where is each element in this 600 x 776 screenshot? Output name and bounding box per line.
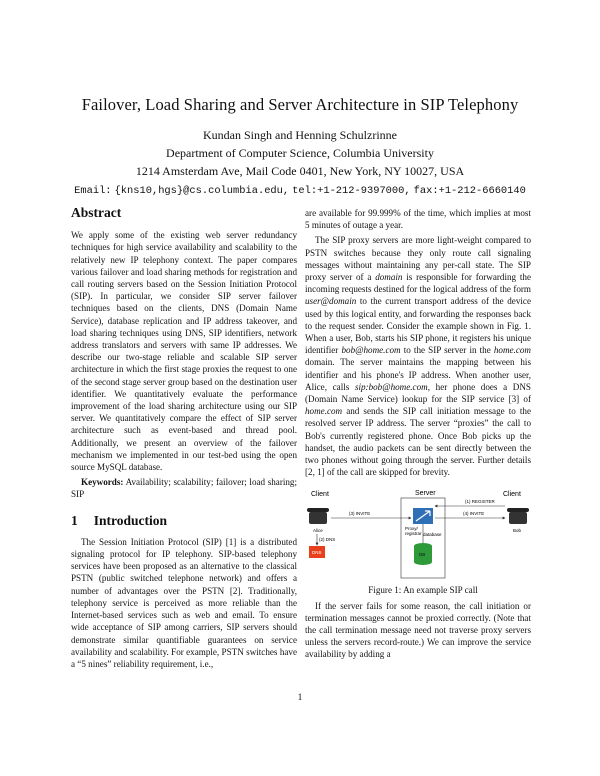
address: 1214 Amsterdam Ave, Mail Code 0401, New York, NY 10027, USA [135, 164, 465, 178]
paragraph-proxy-servers: The SIP proxy servers are more light-weight compared to PSTN switches because they only route call signaling messages without maintaining any per-call state. The SIP proxy server of a domain is responsible for forwarding the incoming requests destined for the logical address of the form user@domain to the current transport address of the device used by this logical entity, and forwarding the responses back to the request sender. Consider the example shown in Fig. 1. When a user, Bob, starts his SIP phone, it registers his unique identifier bob@home.com to the SIP server in the home.com domain. The server maintains the mapping between his identifier and his phone's IP address. When another user, Alice, calls sip:bob@home.com, her phone does a DNS (Domain Name Service) lookup for the SIP service [3] of home.com and sends the SIP call initiation message to the resolved server IP address. The server “proxies” the call to Bob's currently registered phone. Once Bob picks up the handset, the audio packets can be sent directly between the two phones without going through the server. Further details [2, 1] of the call are skipped for brevity. [305, 235, 531, 478]
abstract-heading: Abstract [71, 205, 122, 220]
email-address[interactable]: {kns10,hgs}@cs.columbia.edu, [114, 185, 290, 197]
sip-call-diagram [305, 488, 531, 580]
section-title: Introduction [93, 512, 168, 528]
fax-number: +1-212-6660140 [438, 185, 526, 197]
introduction-body: The Session Initiation Protocol (SIP) [1] is a distributed signaling protocol for IP telephony. SIP-based telephony services have been proposed as an alternative to the classical PSTN (public switched telephone network) and offers a number of advantages over the PSTN [2]. Traditionally, telephony service is perceived as more reliable than the Internet-based services such as web and email. To ensure wide acceptance of SIP among carriers, SIP servers should demonstrate similar quantifiable guarantees on service availability and scalability. For example, PSTN switches have a “5 nines” reliability requirement, i.e., [71, 536, 297, 669]
email-label: Email: [74, 185, 112, 197]
dns-box-label: DNS [312, 550, 322, 556]
section-number: 1 [71, 512, 78, 528]
phone-alice-icon [307, 508, 329, 524]
register-label: (1) REGISTER [465, 499, 495, 505]
client-right-label: Client [503, 491, 521, 499]
paragraph-failure: If the server fails for some reason, the call initiation or termination messages cannot be proxied correctly. (Note that the call termination message need not traverse proxy servers unless the servers record-route.) We can improve the service availability by adding a [305, 600, 531, 660]
invite3-label: (3) INVITE [349, 511, 371, 517]
right-column [305, 207, 531, 664]
keywords-text: Availability; scalability; failover; load sharing; SIP [71, 477, 297, 500]
bob-label: Bob [513, 528, 522, 534]
abstract-body: We apply some of the existing web server redundancy techniques for high service availability and scalability to the relatively new IP telephony context. The paper compares various failover and load sharing methods for registration and call routing servers based on the Session Initiation Protocol (SIP). In particular, we consider SIP server failover techniques based on the clients, DNS (Domain Name Service), database replication and IP address takeover, and load sharing techniques using DNS, SIP identifiers, network address translators and servers with same IP addresses. We describe our two-stage reliable and scalable SIP server architecture in which the first stage proxies the request to one of the second stage server group based on the destination user identifier. We quantitatively evaluate the performance improvement of the load sharing architecture using our SIP server. We quantitatively compare the effect of SIP server architecture such as event-based and thread pool. Additionally, we present an overview of the failover mechanism we implemented in our test-bed using the open source MySQL database. [71, 230, 297, 473]
tel-label: tel: [292, 185, 318, 197]
page-number: 1 [297, 693, 303, 703]
paragraph-availability: are available for 99.999% of the time, which implies at most 5 minutes of outage a year. [305, 208, 531, 231]
db-label: DB [419, 552, 426, 558]
client-left-label: Client [311, 491, 329, 499]
sip-call-figure [305, 488, 531, 580]
paper-title: Failover, Load Sharing and Server Architecture in SIP Telephony [81, 95, 519, 114]
tel-number: +1-212-9397000, [317, 185, 411, 197]
figure-caption: Figure 1: An example SIP call [368, 585, 478, 596]
author-block [0, 126, 600, 200]
registrar-label: registrar [405, 531, 422, 537]
phone-bob-icon [507, 508, 529, 524]
invite4-label: (4) INVITE [463, 511, 485, 517]
authors: Kundan Singh and Henning Schulzrinne [203, 128, 397, 142]
keywords-label: Keywords: [81, 477, 124, 488]
department: Department of Computer Science, Columbia University [166, 146, 434, 160]
dns-step-label: (2) DNS [319, 537, 336, 543]
contact-line [0, 180, 600, 200]
alice-label: Alice [313, 528, 323, 534]
proxy-label: Proxy/ [405, 526, 418, 532]
left-column [71, 207, 297, 673]
keywords [71, 476, 297, 500]
database-label: database [423, 532, 442, 538]
fax-label: fax: [413, 185, 439, 197]
server-label: Server [415, 490, 436, 498]
introduction-heading [71, 512, 297, 528]
